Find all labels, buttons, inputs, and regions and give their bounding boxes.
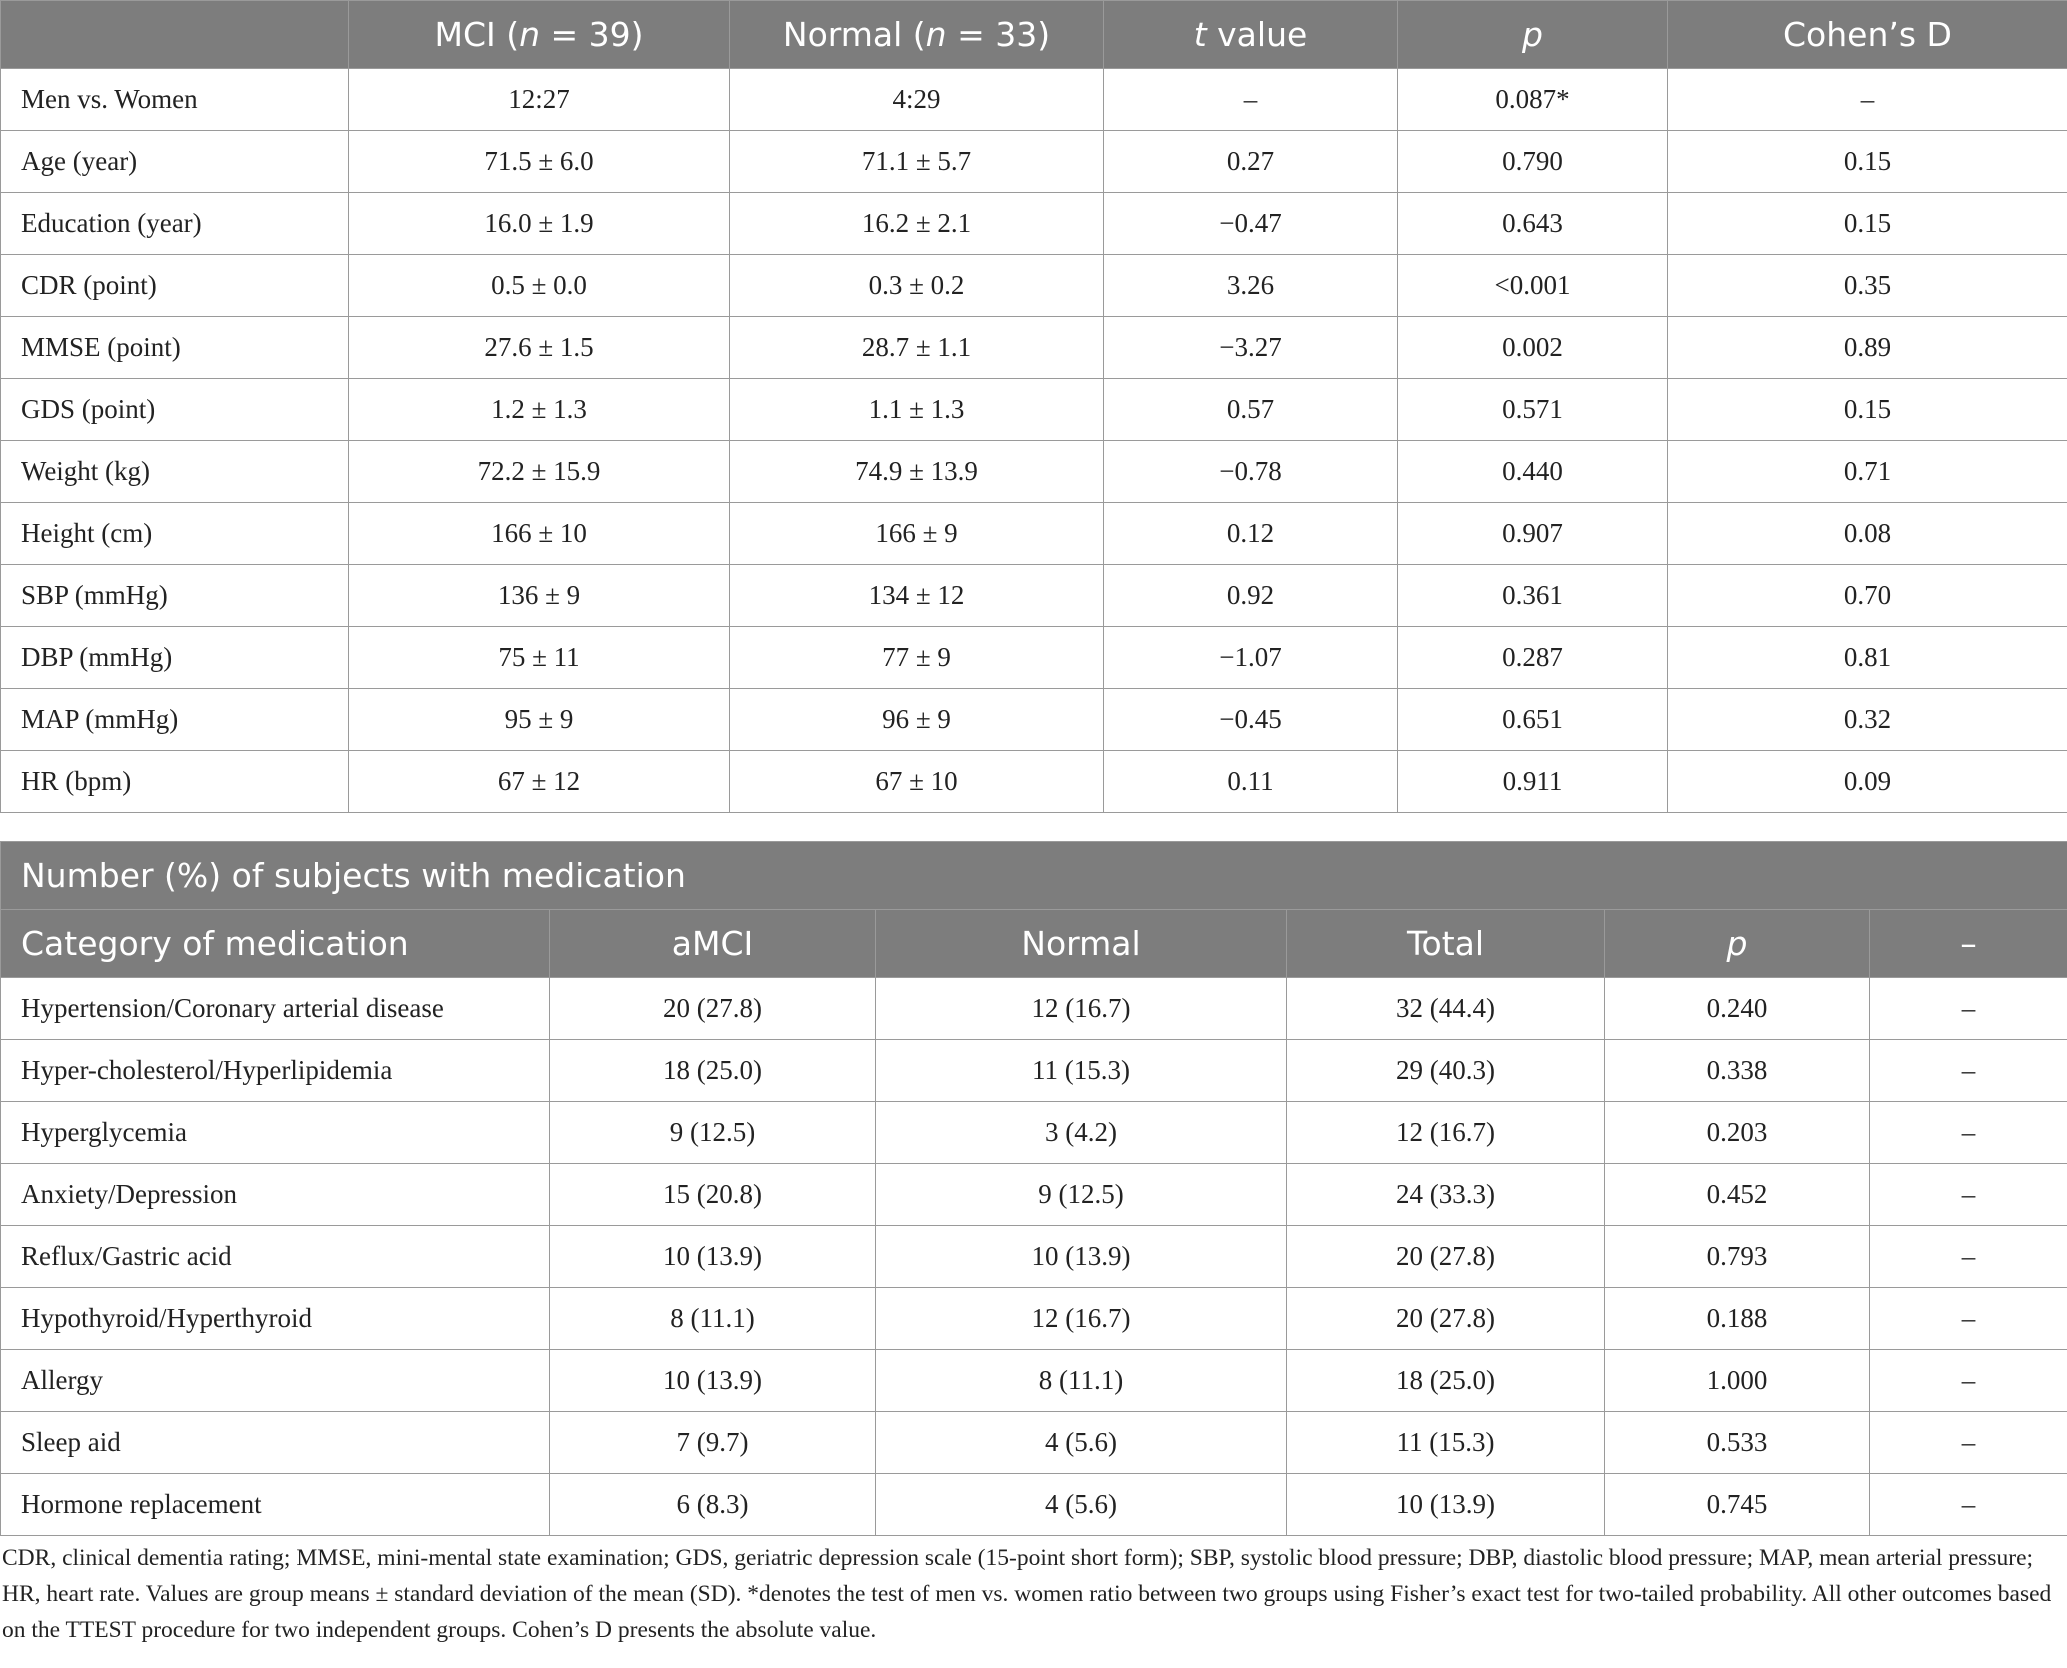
medication-cell: – [1870, 1350, 2067, 1412]
medication-row [1, 1040, 2067, 1102]
medication-header-col-3-pre: Total [1406, 924, 1485, 963]
medication-row [1, 1288, 2067, 1350]
medication-cell: 24 (33.3) [1287, 1164, 1605, 1226]
demographics-cell: 27.6 ± 1.5 [349, 317, 730, 379]
medication-cell: 0.188 [1605, 1288, 1870, 1350]
demographics-cell: 16.0 ± 1.9 [349, 193, 730, 255]
medication-cell: 12 (16.7) [1287, 1102, 1605, 1164]
medication-cell: 6 (8.3) [550, 1474, 876, 1536]
demographics-cell: 75 ± 11 [349, 627, 730, 689]
medication-section-title: Number (%) of subjects with medication [1, 842, 2067, 910]
demographics-cell: 1.1 ± 1.3 [730, 379, 1104, 441]
demographics-cell: 166 ± 10 [349, 503, 730, 565]
demographics-header-col-3-it: t [1193, 15, 1207, 54]
demographics-cell: −3.27 [1104, 317, 1398, 379]
demographics-row [1, 441, 2067, 503]
demographics-cell: 0.911 [1398, 751, 1668, 813]
medication-row-label: Hypothyroid/Hyperthyroid [1, 1288, 550, 1350]
medication-cell: 0.533 [1605, 1412, 1870, 1474]
medication-row-label: Anxiety/Depression [1, 1164, 550, 1226]
demographics-header-col-0 [1, 1, 349, 69]
medication-cell: 12 (16.7) [876, 978, 1287, 1040]
medication-cell: 0.338 [1605, 1040, 1870, 1102]
demographics-row [1, 317, 2067, 379]
medication-table [0, 841, 2067, 1536]
medication-row-label: Hypertension/Coronary arterial disease [1, 978, 550, 1040]
medication-row-label: Hormone replacement [1, 1474, 550, 1536]
medication-cell: 10 (13.9) [550, 1226, 876, 1288]
demographics-cell: 0.643 [1398, 193, 1668, 255]
demographics-row [1, 69, 2067, 131]
demographics-body [1, 69, 2067, 813]
demographics-cell: 0.08 [1668, 503, 2067, 565]
medication-header-col-3 [1287, 910, 1605, 978]
demographics-cell: −0.78 [1104, 441, 1398, 503]
medication-cell: 18 (25.0) [1287, 1350, 1605, 1412]
demographics-row-label: Education (year) [1, 193, 349, 255]
demographics-cell: 0.361 [1398, 565, 1668, 627]
demographics-cell: 74.9 ± 13.9 [730, 441, 1104, 503]
demographics-cell: 3.26 [1104, 255, 1398, 317]
medication-header-col-1-pre: aMCI [671, 924, 754, 963]
medication-cell: 3 (4.2) [876, 1102, 1287, 1164]
medication-cell: 10 (13.9) [1287, 1474, 1605, 1536]
medication-header-col-2-pre: Normal [1021, 924, 1141, 963]
demographics-cell: 71.5 ± 6.0 [349, 131, 730, 193]
medication-section-row [1, 842, 2067, 910]
demographics-row-label: Age (year) [1, 131, 349, 193]
medication-header-col-0-pre: Category of medication [21, 924, 409, 963]
medication-header-col-5 [1870, 910, 2067, 978]
medication-header-col-5-pre: – [1960, 924, 1977, 963]
demographics-cell: 72.2 ± 15.9 [349, 441, 730, 503]
medication-cell: 1.000 [1605, 1350, 1870, 1412]
demographics-header-row [1, 1, 2067, 69]
demographics-cell: 0.5 ± 0.0 [349, 255, 730, 317]
medication-cell: 4 (5.6) [876, 1412, 1287, 1474]
demographics-cell: 28.7 ± 1.1 [730, 317, 1104, 379]
medication-cell: 11 (15.3) [876, 1040, 1287, 1102]
medication-header-col-1 [550, 910, 876, 978]
medication-cell: 9 (12.5) [876, 1164, 1287, 1226]
medication-row [1, 978, 2067, 1040]
table-footnote: CDR, clinical dementia rating; MMSE, mini-mental state examination; GDS, geriatric depression scale (15-point short form); SBP, systolic blood pressure; DBP, diastolic blood pressure; MAP, mean arterial pressure; HR, heart rate. Values are group means ± standard deviation of the mean (SD). *denotes the test of men vs. women ratio between two groups using Fisher’s exact test for two-tailed probability. All other outcomes based on the TTEST procedure for two independent groups. Cohen’s D presents the absolute value. [2, 1545, 2052, 1643]
medication-cell: 18 (25.0) [550, 1040, 876, 1102]
medication-cell: – [1870, 1412, 2067, 1474]
demographics-cell: 0.002 [1398, 317, 1668, 379]
demographics-header-col-1-it: n [519, 15, 541, 54]
demographics-cell: 77 ± 9 [730, 627, 1104, 689]
medication-cell: 29 (40.3) [1287, 1040, 1605, 1102]
demographics-row-label: GDS (point) [1, 379, 349, 441]
demographics-cell: 0.790 [1398, 131, 1668, 193]
demographics-row [1, 193, 2067, 255]
demographics-cell: 0.15 [1668, 131, 2067, 193]
demographics-row-label: CDR (point) [1, 255, 349, 317]
medication-row-label: Hyperglycemia [1, 1102, 550, 1164]
demographics-cell: 71.1 ± 5.7 [730, 131, 1104, 193]
demographics-cell: 0.287 [1398, 627, 1668, 689]
demographics-cell: 0.571 [1398, 379, 1668, 441]
demographics-header-col-4 [1398, 1, 1668, 69]
medication-cell: 7 (9.7) [550, 1412, 876, 1474]
demographics-header-col-2-pre: Normal ( [782, 15, 926, 54]
medication-body [1, 978, 2067, 1536]
demographics-cell: 0.89 [1668, 317, 2067, 379]
demographics-row [1, 503, 2067, 565]
demographics-cell: 0.81 [1668, 627, 2067, 689]
demographics-cell: 16.2 ± 2.1 [730, 193, 1104, 255]
medication-cell: 0.203 [1605, 1102, 1870, 1164]
medication-cell: – [1870, 1040, 2067, 1102]
demographics-row-label: DBP (mmHg) [1, 627, 349, 689]
demographics-cell: 0.35 [1668, 255, 2067, 317]
demographics-header-col-1-pre: MCI ( [434, 15, 520, 54]
demographics-cell: 4:29 [730, 69, 1104, 131]
medication-row [1, 1474, 2067, 1536]
demographics-cell: – [1104, 69, 1398, 131]
demographics-header-col-2-it: n [925, 15, 947, 54]
demographics-cell: 0.70 [1668, 565, 2067, 627]
medication-header-col-2 [876, 910, 1287, 978]
medication-cell: – [1870, 978, 2067, 1040]
demographics-cell: 0.09 [1668, 751, 2067, 813]
medication-cell: 10 (13.9) [876, 1226, 1287, 1288]
medication-cell: 8 (11.1) [550, 1288, 876, 1350]
demographics-cell: 136 ± 9 [349, 565, 730, 627]
demographics-cell: 0.651 [1398, 689, 1668, 751]
medication-cell: 32 (44.4) [1287, 978, 1605, 1040]
medication-row-label: Reflux/Gastric acid [1, 1226, 550, 1288]
demographics-row-label: Height (cm) [1, 503, 349, 565]
demographics-header-col-3-post: value [1206, 15, 1308, 54]
demographics-cell: 0.71 [1668, 441, 2067, 503]
demographics-cell: 0.15 [1668, 193, 2067, 255]
medication-cell: – [1870, 1226, 2067, 1288]
medication-row-label: Hyper-cholesterol/Hyperlipidemia [1, 1040, 550, 1102]
medication-header-col-4-it: p [1726, 924, 1748, 963]
demographics-row [1, 565, 2067, 627]
demographics-cell: 134 ± 12 [730, 565, 1104, 627]
medication-cell: 0.745 [1605, 1474, 1870, 1536]
medication-cell: 10 (13.9) [550, 1350, 876, 1412]
demographics-cell: 1.2 ± 1.3 [349, 379, 730, 441]
medication-row [1, 1102, 2067, 1164]
demographics-cell: −0.45 [1104, 689, 1398, 751]
demographics-row-label: Men vs. Women [1, 69, 349, 131]
demographics-row [1, 255, 2067, 317]
demographics-row [1, 689, 2067, 751]
demographics-cell: 95 ± 9 [349, 689, 730, 751]
demographics-cell: 67 ± 10 [730, 751, 1104, 813]
medication-row [1, 1412, 2067, 1474]
medication-cell: 0.452 [1605, 1164, 1870, 1226]
medication-cell: 20 (27.8) [1287, 1288, 1605, 1350]
demographics-cell: −1.07 [1104, 627, 1398, 689]
demographics-row-label: HR (bpm) [1, 751, 349, 813]
demographics-cell: <0.001 [1398, 255, 1668, 317]
demographics-row-label: MAP (mmHg) [1, 689, 349, 751]
medication-cell: 9 (12.5) [550, 1102, 876, 1164]
medication-cell: 20 (27.8) [1287, 1226, 1605, 1288]
medication-header-col-4 [1605, 910, 1870, 978]
demographics-cell: – [1668, 69, 2067, 131]
demographics-row-label: SBP (mmHg) [1, 565, 349, 627]
demographics-cell: 166 ± 9 [730, 503, 1104, 565]
demographics-row-label: Weight (kg) [1, 441, 349, 503]
demographics-header-col-1 [349, 1, 730, 69]
demographics-cell: −0.47 [1104, 193, 1398, 255]
medication-row-label: Allergy [1, 1350, 550, 1412]
demographics-cell: 0.32 [1668, 689, 2067, 751]
demographics-cell: 0.3 ± 0.2 [730, 255, 1104, 317]
demographics-cell: 0.92 [1104, 565, 1398, 627]
medication-row-label: Sleep aid [1, 1412, 550, 1474]
medication-row [1, 1350, 2067, 1412]
medication-cell: 15 (20.8) [550, 1164, 876, 1226]
demographics-header-col-1-post: = 39) [540, 15, 644, 54]
demographics-cell: 0.440 [1398, 441, 1668, 503]
medication-header-col-0 [1, 910, 550, 978]
demographics-header-col-2 [730, 1, 1104, 69]
medication-cell: – [1870, 1288, 2067, 1350]
demographics-cell: 0.27 [1104, 131, 1398, 193]
medication-cell: 11 (15.3) [1287, 1412, 1605, 1474]
medication-row [1, 1226, 2067, 1288]
demographics-cell: 0.907 [1398, 503, 1668, 565]
medication-cell: – [1870, 1164, 2067, 1226]
demographics-cell: 0.15 [1668, 379, 2067, 441]
demographics-cell: 0.087* [1398, 69, 1668, 131]
demographics-header-col-5 [1668, 1, 2067, 69]
demographics-header-col-2-post: = 33) [946, 15, 1051, 54]
medication-cell: – [1870, 1474, 2067, 1536]
medication-row [1, 1164, 2067, 1226]
medication-cell: 4 (5.6) [876, 1474, 1287, 1536]
demographics-cell: 0.11 [1104, 751, 1398, 813]
medication-cell: 8 (11.1) [876, 1350, 1287, 1412]
demographics-header-col-3 [1104, 1, 1398, 69]
medication-cell: 12 (16.7) [876, 1288, 1287, 1350]
demographics-table [0, 0, 2067, 813]
demographics-cell: 96 ± 9 [730, 689, 1104, 751]
table-gap [0, 813, 2067, 841]
demographics-header-col-5-pre: Cohen’s D [1783, 15, 1952, 54]
demographics-row-label: MMSE (point) [1, 317, 349, 379]
demographics-row [1, 627, 2067, 689]
demographics-cell: 12:27 [349, 69, 730, 131]
demographics-cell: 67 ± 12 [349, 751, 730, 813]
demographics-row [1, 131, 2067, 193]
demographics-row [1, 379, 2067, 441]
demographics-cell: 0.57 [1104, 379, 1398, 441]
demographics-row [1, 751, 2067, 813]
demographics-header-col-4-it: p [1522, 15, 1543, 54]
medication-cell: 0.240 [1605, 978, 1870, 1040]
demographics-cell: 0.12 [1104, 503, 1398, 565]
medication-cell: 20 (27.8) [550, 978, 876, 1040]
medication-cell: – [1870, 1102, 2067, 1164]
medication-header-row [1, 910, 2067, 978]
medication-cell: 0.793 [1605, 1226, 1870, 1288]
